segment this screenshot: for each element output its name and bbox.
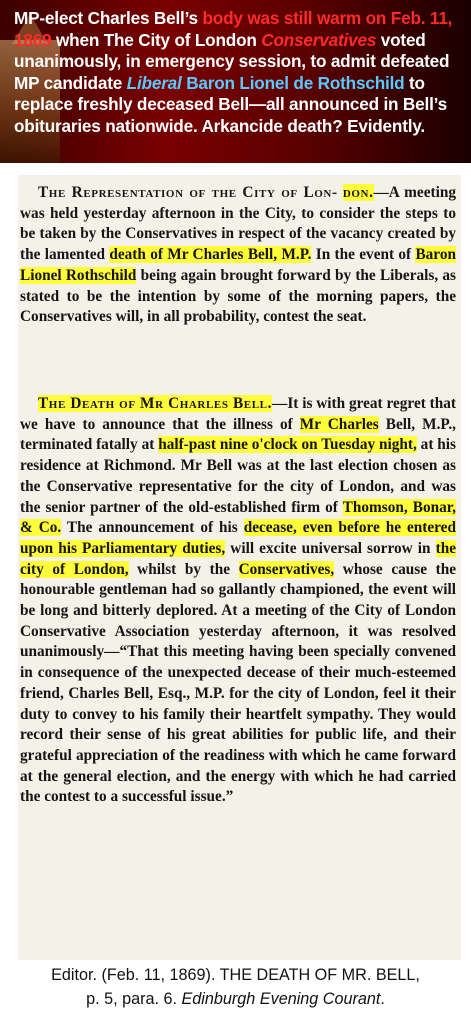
article-heading-representation: The Representation of the City of Lon-	[38, 184, 338, 201]
citation-source: Edinburgh Evening Courant	[181, 990, 381, 1008]
banner-text-4: to replace freshly deceased Bell—all announced in Bell’s obituraries nationwide. Arkancide death? Evidently.	[14, 72, 447, 136]
article-heading-death: The Death of Mr Charles Bell.	[38, 395, 273, 412]
banner-caption	[14, 8, 459, 137]
highlight-time-of-death: half-past nine o'clock on Tuesday night,	[158, 436, 417, 454]
highlight-firm: Thomson, Bonar, & Co.	[20, 498, 456, 537]
header-banner	[0, 0, 471, 163]
highlight-rothschild: Baron Lionel Rothschild	[20, 246, 456, 284]
highlight-conservatives: Conservatives,	[238, 560, 335, 578]
banner-liberal: Liberal	[126, 72, 182, 93]
banner-text-3: voted unanimously, in emergency session, to admit defeated MP candidate	[14, 29, 450, 93]
newspaper-clipping	[18, 175, 461, 960]
banner-highlight-date: body was still warm on Feb. 11, 1869	[14, 8, 453, 50]
highlight-death-of-bell: death of Mr Charles Bell, M.P.	[109, 246, 312, 264]
article-heading-representation-cont: don.	[342, 184, 374, 201]
banner-rothschild: Baron Lionel de Rothschild	[186, 72, 405, 93]
banner-conservatives: Conservatives	[261, 29, 377, 50]
highlight-decease: decease, even before he entered upon his Parliamentary duties,	[20, 519, 456, 557]
article-death-of-bell: The Death of Mr Charles Bell.—It is with great regret that we have to announce that the illness of Mr Charles Bell, M.P., terminated fatally at half-past nine o'clock on Tuesday night, at his residence at Richmond. Mr Bell was at the last election chosen as the Conservative representative for the city of London, and was the senior partner of the old-established firm of Thomson, Bonar, & Co. The announcement of his decease, even before he entered upon his Parliamentary duties, will excite universal sorrow in the city of London, whilst by the Conservatives, whose cause the honourable gentleman had so gallantly championed, the event will be long and bitterly deplored. At a meeting of the City of London Conservative Association yesterday afternoon, it was resolved unanimously—“That this meeting having been specially convened in consequence of the unexpected decease of their much-esteemed friend, Charles Bell, Esq., M.P. for the city of London, feel it their duty to convey to his family their heartfelt sympathy. They would record their sense of his great abilities for public life, and their grateful appreciation of the readiness with which he came forward at the general election, and the energy with which he had carried the contest to a successful issue.”	[20, 395, 457, 806]
article-representation: The Representation of the City of Lon- don.—A meeting was held yesterday afternoon in the City, to consider the steps to be taken by the Conservatives in respect of the vacancy created by the lamented death of Mr Charles Bell, M.P. In the event of Baron Lionel Rothschild being again brought forward by the Liberals, as stated to be the intention by some of the morning papers, the Conservatives will, in all probability, contest the seat.	[20, 184, 456, 326]
banner-text-1: MP-elect Charles Bell’s	[14, 8, 203, 28]
banner-text-2: when The City of London	[51, 29, 262, 50]
citation	[0, 963, 471, 1011]
citation-line-1: Editor. (Feb. 11, 1869). THE DEATH OF MR. BELL,	[51, 966, 420, 984]
citation-line-2: p. 5, para. 6. Edinburgh Evening Courant.	[86, 990, 385, 1008]
